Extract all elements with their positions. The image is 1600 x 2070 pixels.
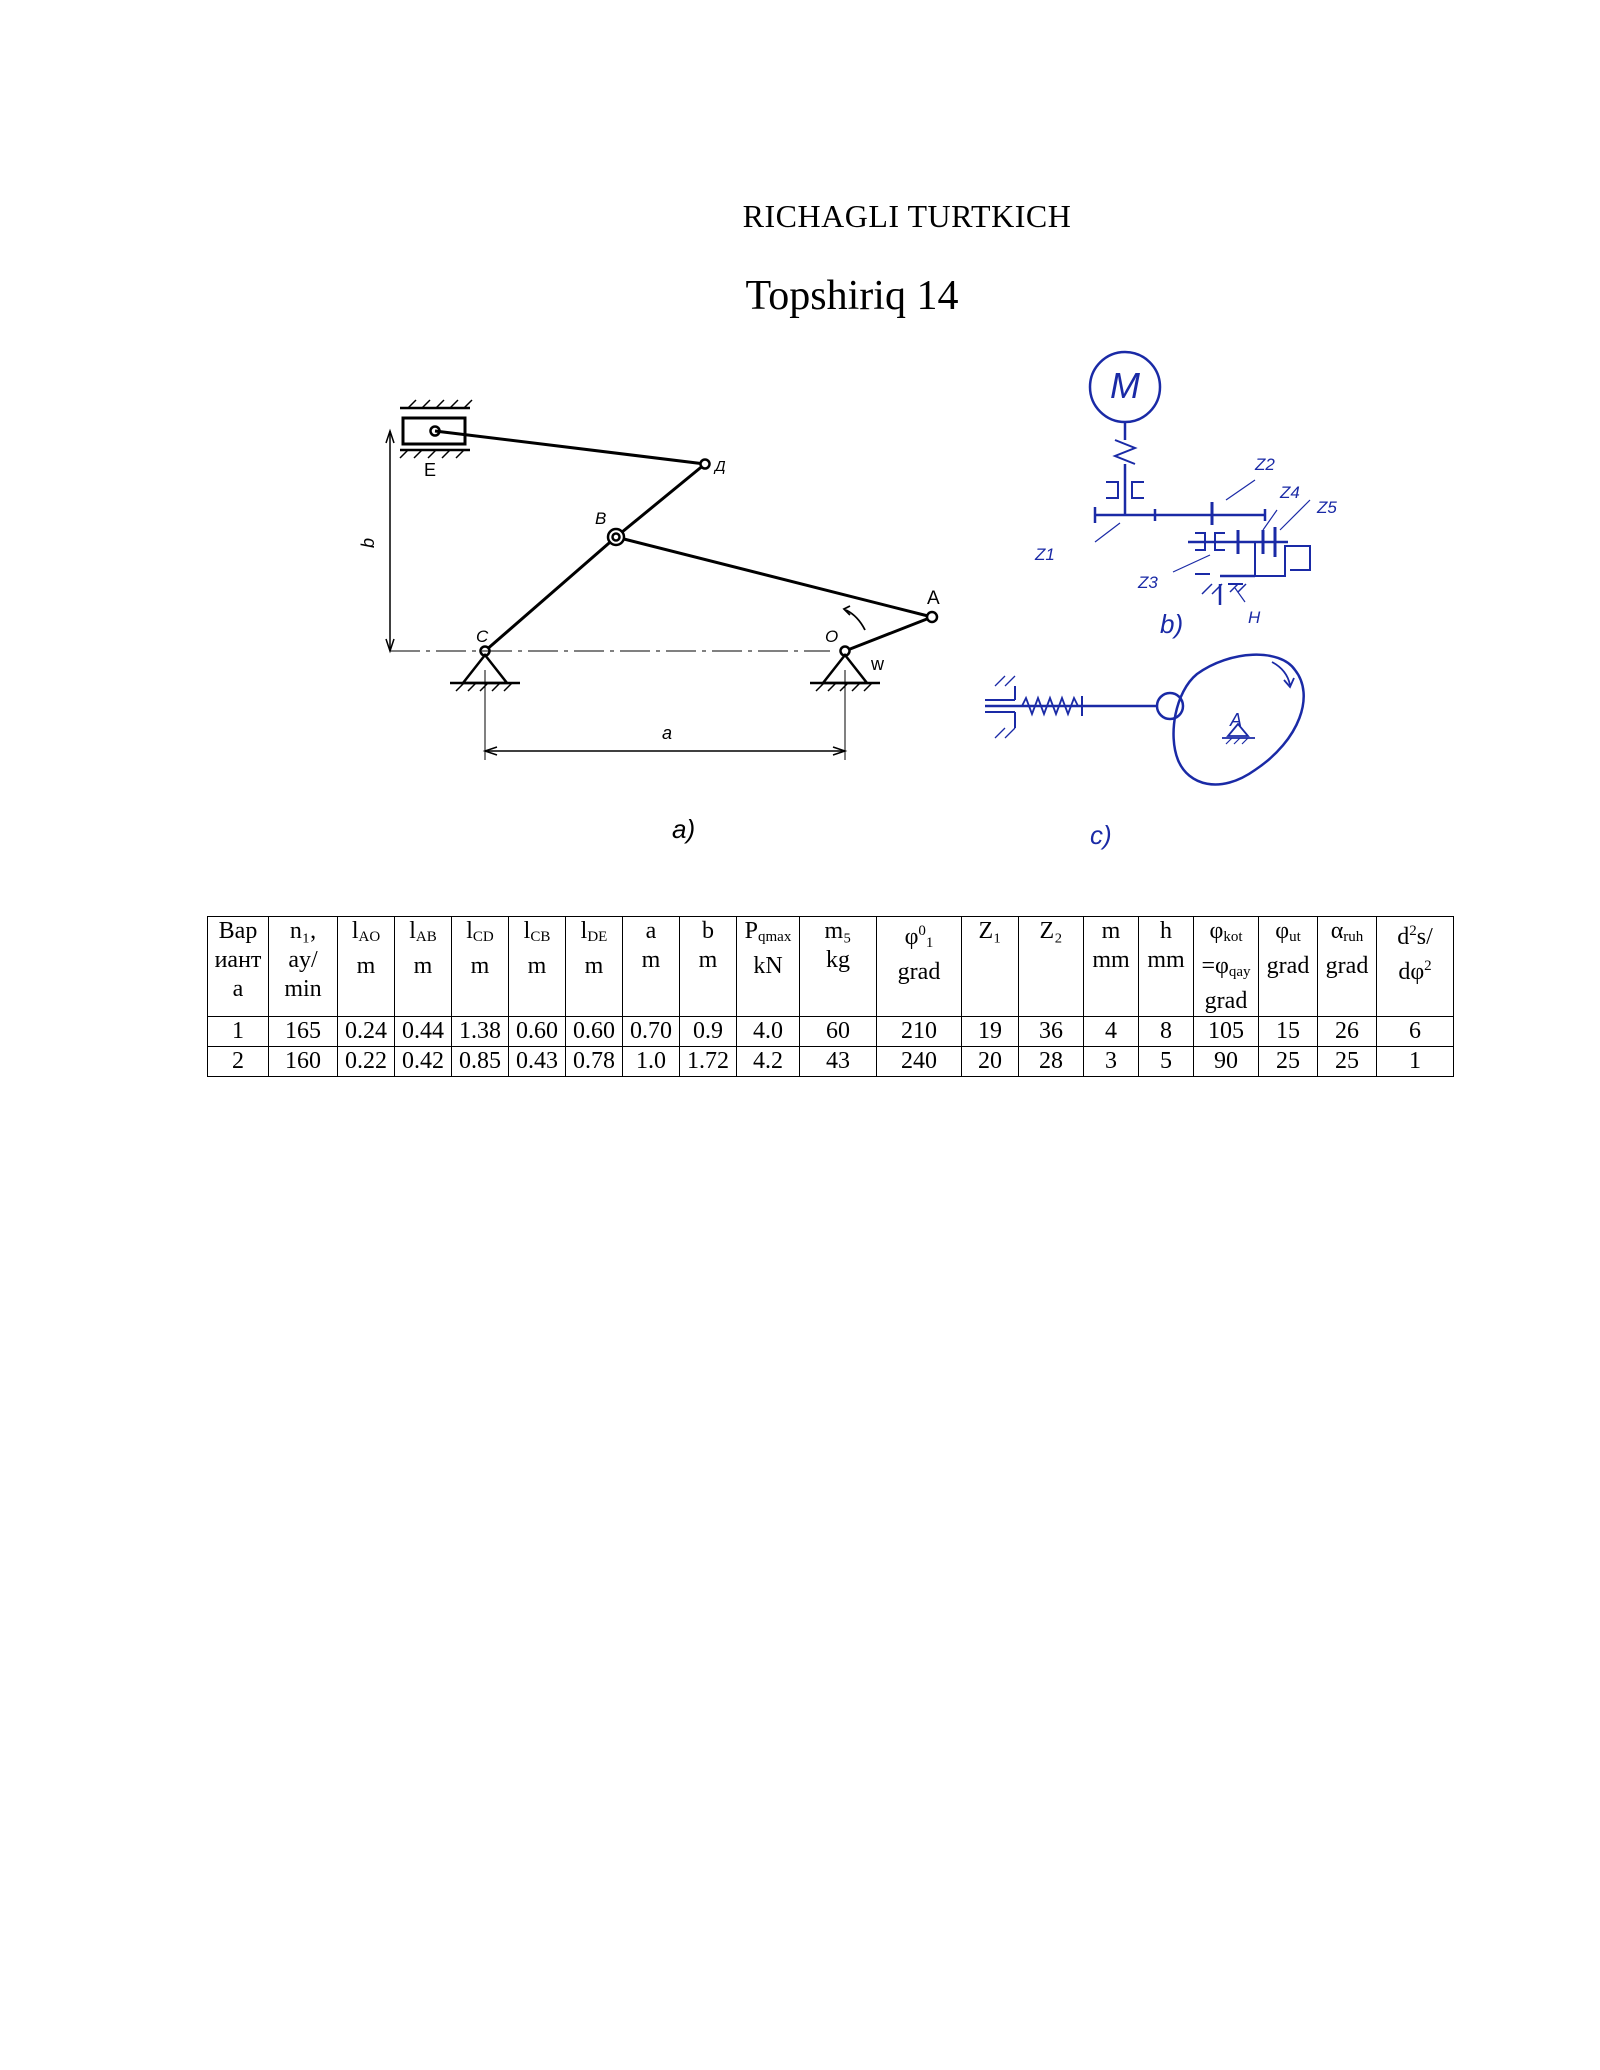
header-a: a m	[623, 917, 680, 1017]
h-label: H	[1248, 608, 1261, 627]
table-cell: 8	[1139, 1017, 1194, 1047]
table-cell: 105	[1194, 1017, 1259, 1047]
table-cell: 0.78	[566, 1047, 623, 1077]
table-cell: 240	[877, 1047, 962, 1077]
header-alpha-ruh: $\alpha_{ruh}$ grad	[1318, 917, 1377, 1017]
header-b: b m	[680, 917, 737, 1017]
header-lao: $l_{AO}$ m	[338, 917, 395, 1017]
table-cell: 0.9	[680, 1017, 737, 1047]
z1-label: Z1	[1035, 545, 1055, 564]
scheme-b-labels	[1034, 365, 1337, 639]
parameters-table	[207, 916, 1454, 1077]
table-cell: 4	[1084, 1017, 1139, 1047]
table-cell: 0.70	[623, 1017, 680, 1047]
cam-center-label: A	[1230, 710, 1243, 730]
point-c-label: C	[476, 627, 489, 646]
z3-label: Z3	[1138, 573, 1158, 592]
table-cell: 28	[1019, 1047, 1084, 1077]
table-row	[208, 1047, 1454, 1077]
table-cell: 165	[269, 1017, 338, 1047]
point-b-label: B	[595, 509, 607, 528]
scheme-c-cam	[985, 655, 1304, 785]
header-lcb: $l_{CB}$ m	[509, 917, 566, 1017]
dimension-b-label: b	[358, 537, 378, 548]
table-cell: 1	[208, 1017, 269, 1047]
z4-label: Z4	[1280, 483, 1300, 502]
caption-b: b)	[1160, 609, 1184, 639]
table-cell: 25	[1318, 1047, 1377, 1077]
caption-c: c)	[1090, 820, 1112, 850]
table-header-row	[208, 917, 1454, 1017]
header-lcd: $l_{CD}$ m	[452, 917, 509, 1017]
table-cell: 4.2	[737, 1047, 800, 1077]
header-phi-ut: $\varphi_{ut}$ grad	[1259, 917, 1318, 1017]
table-cell: 1.0	[623, 1047, 680, 1077]
table-cell: 0.22	[338, 1047, 395, 1077]
mechanism-drawing	[350, 340, 1350, 860]
header-pqmax: $P_{qmax}$ kN	[737, 917, 800, 1017]
header-z1: Z₁	[962, 917, 1019, 1017]
header-m: m mm	[1084, 917, 1139, 1017]
table-cell: 0.44	[395, 1017, 452, 1047]
table-cell: 60	[800, 1017, 877, 1047]
table-cell: 160	[269, 1047, 338, 1077]
header-variant: Вар иант а	[208, 917, 269, 1017]
table-cell: 19	[962, 1017, 1019, 1047]
z5-label: Z5	[1317, 498, 1337, 517]
header-lde: $l_{DE}$ m	[566, 917, 623, 1017]
table-cell: 0.24	[338, 1017, 395, 1047]
table-row	[208, 1017, 1454, 1047]
table-cell: 0.85	[452, 1047, 509, 1077]
omega-label: w	[871, 654, 884, 674]
header-d2s: $d^2s/$ $d\varphi^2$	[1377, 917, 1454, 1017]
table-cell: 43	[800, 1047, 877, 1077]
header-h: h mm	[1139, 917, 1194, 1017]
table-cell: 210	[877, 1017, 962, 1047]
table-cell: 6	[1377, 1017, 1454, 1047]
table-cell: 15	[1259, 1017, 1318, 1047]
mechanism-figure	[350, 340, 1350, 860]
scheme-c-labels	[1090, 710, 1242, 850]
table-cell: 0.42	[395, 1047, 452, 1077]
point-d-label: Д	[715, 458, 726, 475]
point-a-label: A	[927, 588, 940, 609]
table-cell: 90	[1194, 1047, 1259, 1077]
table-cell: 1.72	[680, 1047, 737, 1077]
table-cell: 36	[1019, 1017, 1084, 1047]
document-title: RICHAGLI TURTKICH	[742, 198, 1072, 234]
header-m5: m₅ kg	[800, 917, 877, 1017]
point-o-label: O	[825, 627, 839, 646]
header-phi-kot: $\varphi_{kot}$ $=\varphi_{qay}$ grad	[1194, 917, 1259, 1017]
caption-a: a)	[672, 814, 696, 844]
table-cell: 5	[1139, 1047, 1194, 1077]
table-cell: 26	[1318, 1017, 1377, 1047]
table-cell: 3	[1084, 1047, 1139, 1077]
dimension-a-label: a	[662, 723, 673, 743]
table-cell: 1	[1377, 1047, 1454, 1077]
table-cell: 4.0	[737, 1017, 800, 1047]
header-phi1: $\varphi^0_1$ grad	[877, 917, 962, 1017]
header-lab: $l_{AB}$ m	[395, 917, 452, 1017]
table-cell: 25	[1259, 1047, 1318, 1077]
header-n1: n₁, ay/ min	[269, 917, 338, 1017]
table-cell: 0.60	[509, 1017, 566, 1047]
table-cell: 0.43	[509, 1047, 566, 1077]
table-cell: 2	[208, 1047, 269, 1077]
table-cell: 0.60	[566, 1017, 623, 1047]
header-z2: Z₂	[1019, 917, 1084, 1017]
table-cell: 1.38	[452, 1017, 509, 1047]
z2-label: Z2	[1255, 455, 1275, 474]
scheme-a-linkage	[386, 400, 937, 760]
table-cell: 20	[962, 1047, 1019, 1077]
point-e-label: E	[424, 460, 437, 480]
assignment-number: Topshiriq 14	[745, 273, 959, 319]
motor-label: M	[1110, 365, 1140, 406]
